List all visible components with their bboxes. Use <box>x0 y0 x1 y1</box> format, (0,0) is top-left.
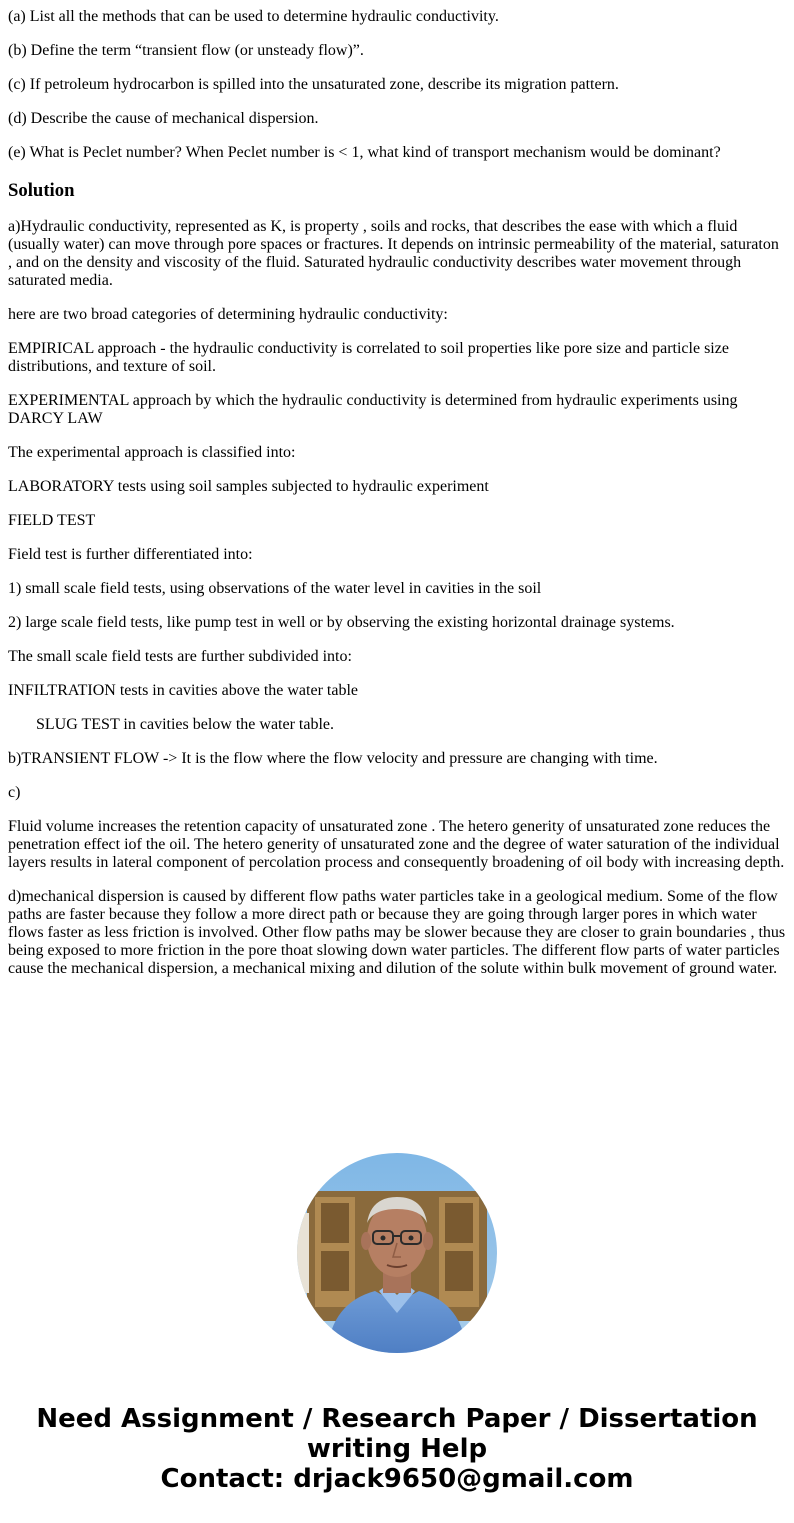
answer-c-paragraph: Fluid volume increases the retention capacity of unsaturated zone . The hetero generity of unsaturated zone reduces the penetration effect iof the oil. The hetero generity of unsaturated zone and the degree of water saturation of the individual layers results in lateral component of percolation process and consequently broadening of oil body with increasing depth. <box>8 818 785 871</box>
field-test-differentiation: Field test is further differentiated into: <box>8 546 253 563</box>
promo-line-2: writing Help <box>306 1434 488 1464</box>
field-test: FIELD TEST <box>8 512 96 529</box>
promo-banner <box>0 1404 794 1494</box>
large-scale-tests: 2) large scale field tests, like pump test in well or by observing the existing horizontal drainage systems. <box>8 614 675 631</box>
question-c: (c) If petroleum hydrocarbon is spilled into the unsaturated zone, describe its migration pattern. <box>8 76 619 93</box>
infiltration-tests: INFILTRATION tests in cavities above the water table <box>8 682 358 699</box>
answer-b-transient-flow: b)TRANSIENT FLOW -> It is the flow where the flow velocity and pressure are changing with time. <box>8 750 658 767</box>
experimental-classification: The experimental approach is classified into: <box>8 444 296 461</box>
experimental-approach: EXPERIMENTAL approach by which the hydraulic conductivity is determined from hydraulic experiments using DARCY LAW <box>8 392 738 427</box>
question-b: (b) Define the term “transient flow (or unsteady flow)”. <box>8 42 364 59</box>
person-photo-icon <box>297 1153 497 1353</box>
slug-test: SLUG TEST in cavities below the water table. <box>36 716 335 733</box>
question-e: (e) What is Peclet number? When Peclet number is < 1, what kind of transport mechanism would be dominant? <box>8 144 721 161</box>
promo-contact: Contact: drjack9650@gmail.com <box>160 1464 634 1494</box>
laboratory-tests: LABORATORY tests using soil samples subjected to hydraulic experiment <box>8 478 489 495</box>
categories-intro: here are two broad categories of determining hydraulic conductivity: <box>8 306 448 323</box>
question-d: (d) Describe the cause of mechanical dispersion. <box>8 110 319 127</box>
small-scale-subdivision: The small scale field tests are further subdivided into: <box>8 648 352 665</box>
small-scale-tests: 1) small scale field tests, using observations of the water level in cavities in the soil <box>8 580 542 597</box>
answer-c-label: c) <box>8 784 21 801</box>
answer-d-paragraph: d)mechanical dispersion is caused by different flow paths water particles take in a geological medium. Some of the flow paths are faster because they follow a more direct path or because they are going through larger pores in which water flows faster as less friction is involved. Other flow paths may be slower because they are closer to grain boundaries , thus being exposed to more friction in the pore thoat slowing down water particles. The different flow parts of water particles cause the mechanical dispersion, a mechanical mixing and dilution of the solute within bulk movement of ground water. <box>8 888 786 977</box>
question-a: (a) List all the methods that can be used to determine hydraulic conductivity. <box>8 8 499 25</box>
answer-a-paragraph: a)Hydraulic conductivity, represented as K, is property , soils and rocks, that describes the ease with which a fluid (usually water) can move through pore spaces or fractures. It depends on intrinsic permeability of the material, saturaton , and on the density and viscosity of the fluid. Saturated hydraulic conductivity describes water movement through saturated media. <box>8 218 779 289</box>
solution-heading: Solution <box>8 180 75 201</box>
empirical-approach: EMPIRICAL approach - the hydraulic conductivity is correlated to soil properties like pore size and particle size distributions, and texture of soil. <box>8 340 729 375</box>
document-body <box>8 0 786 994</box>
promo-line-1: Need Assignment / Research Paper / Dissertation <box>36 1404 758 1434</box>
